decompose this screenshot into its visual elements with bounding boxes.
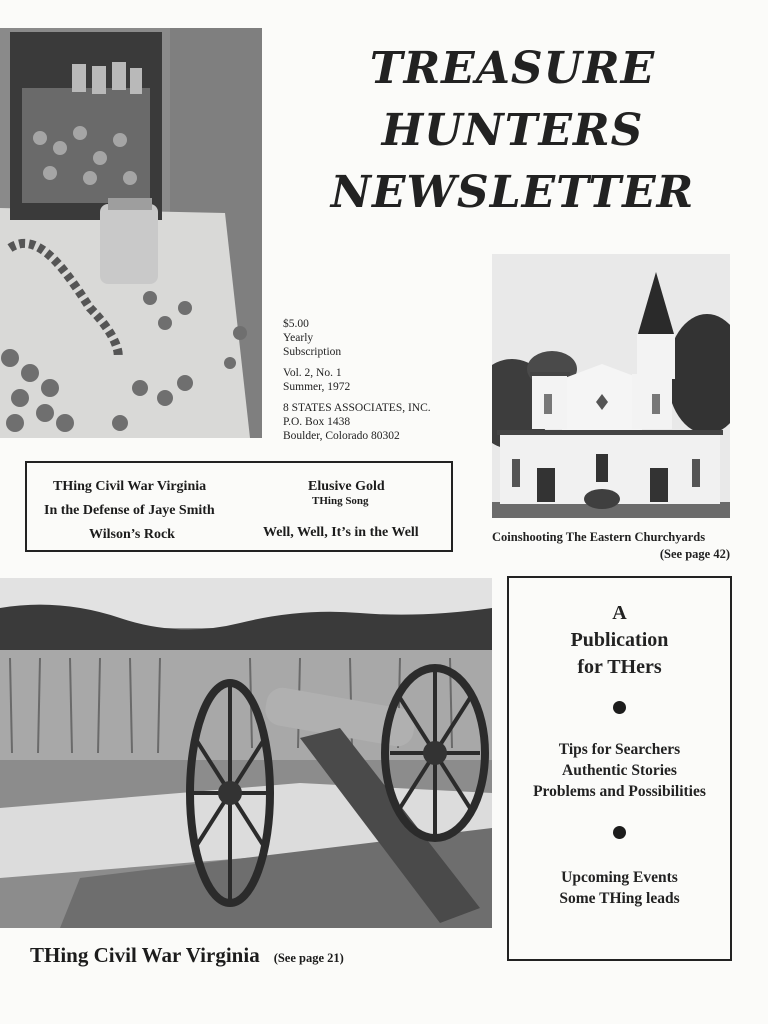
subscription-info: [283, 317, 483, 443]
subscription-label: Subscription: [283, 346, 342, 358]
publication-item-problems: Problems and Possibilities: [533, 783, 706, 800]
bullet-dot: [613, 826, 626, 839]
cannon-photo-caption: [30, 943, 344, 968]
bullet-dot: [613, 701, 626, 714]
masthead-title: [290, 38, 735, 224]
cannon-page-ref: (See page 21): [273, 951, 344, 965]
publication-item-tips: Tips for Searchers: [558, 741, 681, 758]
publication-box: [507, 576, 732, 961]
contents-item-civil-war: THing Civil War Virginia: [53, 479, 207, 494]
masthead-line-2: HUNTERS: [381, 105, 644, 156]
contents-item-wilsons-rock: Wilson’s Rock: [89, 527, 175, 542]
cannon-photo: [0, 578, 492, 928]
publication-item-events: Upcoming Events: [561, 869, 678, 886]
subscription-period: Yearly: [283, 332, 314, 344]
publication-line-a: A: [612, 602, 627, 624]
church-caption-text: Coinshooting The Eastern Churchyards: [492, 530, 706, 544]
publication-line-for-thers: for THers: [577, 656, 662, 678]
publication-line-publication: Publication: [570, 629, 669, 651]
church-photo: [492, 254, 730, 518]
publisher-name: 8 STATES ASSOCIATES, INC.: [283, 402, 431, 414]
issue-volume: Vol. 2, No. 1: [283, 367, 342, 379]
church-photo-caption: [492, 530, 732, 562]
masthead-line-3: NEWSLETTER: [330, 167, 695, 218]
contents-item-well: Well, Well, It’s in the Well: [263, 525, 419, 540]
cannon-caption-text: THing Civil War Virginia: [30, 943, 260, 967]
church-page-ref: (See page 42): [659, 547, 730, 561]
issue-season: Summer, 1972: [283, 381, 351, 393]
masthead-line-1: TREASURE: [369, 43, 656, 94]
contents-item-jaye-smith: In the Defense of Jaye Smith: [44, 503, 215, 518]
contents-box: [25, 461, 453, 552]
contents-item-elusive-gold: Elusive Gold: [308, 479, 385, 494]
contents-item-thing-song: THing Song: [312, 495, 369, 507]
publisher-box: P.O. Box 1438: [283, 416, 351, 428]
publication-item-leads: Some THing leads: [559, 890, 680, 907]
publication-item-stories: Authentic Stories: [562, 762, 677, 779]
subscription-price: $5.00: [283, 318, 309, 330]
treasure-photo: [0, 28, 262, 438]
publisher-city: Boulder, Colorado 80302: [283, 430, 400, 442]
